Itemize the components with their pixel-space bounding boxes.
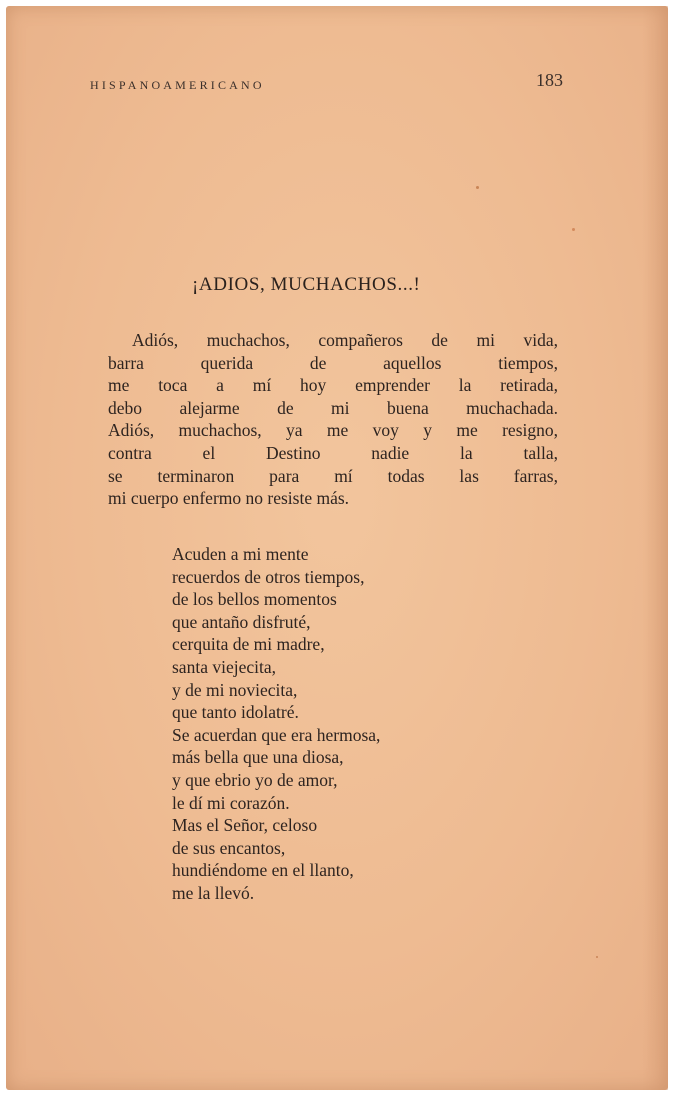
verse-line: debo alejarme de mi buena muchachada. — [108, 397, 558, 418]
verse-line: y de mi noviecita, — [172, 679, 298, 700]
verse-line: le dí mi corazón. — [172, 792, 290, 813]
verse-line: que tanto idolatré. — [172, 702, 299, 723]
verse-line: recuerdos de otros tiempos, — [172, 566, 365, 587]
stanza-2 — [172, 543, 472, 905]
poem-title: ¡ADIOS, MUCHACHOS...! — [192, 274, 421, 295]
verse-line: cerquita de mi madre, — [172, 634, 325, 655]
verse-line: más bella que una diosa, — [172, 747, 344, 768]
verse-line: se terminaron para mí todas las farras, — [108, 465, 558, 486]
book-page — [6, 6, 668, 1090]
paper-speck — [476, 186, 479, 189]
verse-line: de los bellos momentos — [172, 589, 337, 610]
verse-line: que antaño disfruté, — [172, 611, 311, 632]
verse-line: Adiós, muchachos, ya me voy y me resigno, — [108, 420, 558, 441]
verse-line: contra el Destino nadie la talla, — [108, 442, 558, 463]
verse-line: hundiéndome en el llanto, — [172, 860, 354, 881]
paper-speck — [572, 228, 575, 231]
stanza-1 — [108, 329, 558, 510]
verse-line: Se acuerdan que era hermosa, — [172, 724, 381, 745]
verse-line: de sus encantos, — [172, 837, 286, 858]
verse-line: me toca a mí hoy emprender la retirada, — [108, 375, 558, 396]
paper-speck — [596, 956, 598, 958]
verse-line: barra querida de aquellos tiempos, — [108, 352, 558, 373]
running-head: HISPANOAMERICANO — [90, 78, 265, 92]
verse-line: santa viejecita, — [172, 656, 276, 677]
verse-line: Acuden a mi mente — [172, 544, 309, 564]
verse-line: mi cuerpo enfermo no resiste más. — [108, 488, 350, 509]
verse-line: Adiós, muchachos, compañeros de mi vida, — [132, 330, 558, 350]
verse-line: me la llevó. — [172, 882, 255, 903]
verse-line: y que ebrio yo de amor, — [172, 769, 338, 790]
page-number: 183 — [536, 70, 563, 90]
verse-line: Mas el Señor, celoso — [172, 815, 318, 836]
